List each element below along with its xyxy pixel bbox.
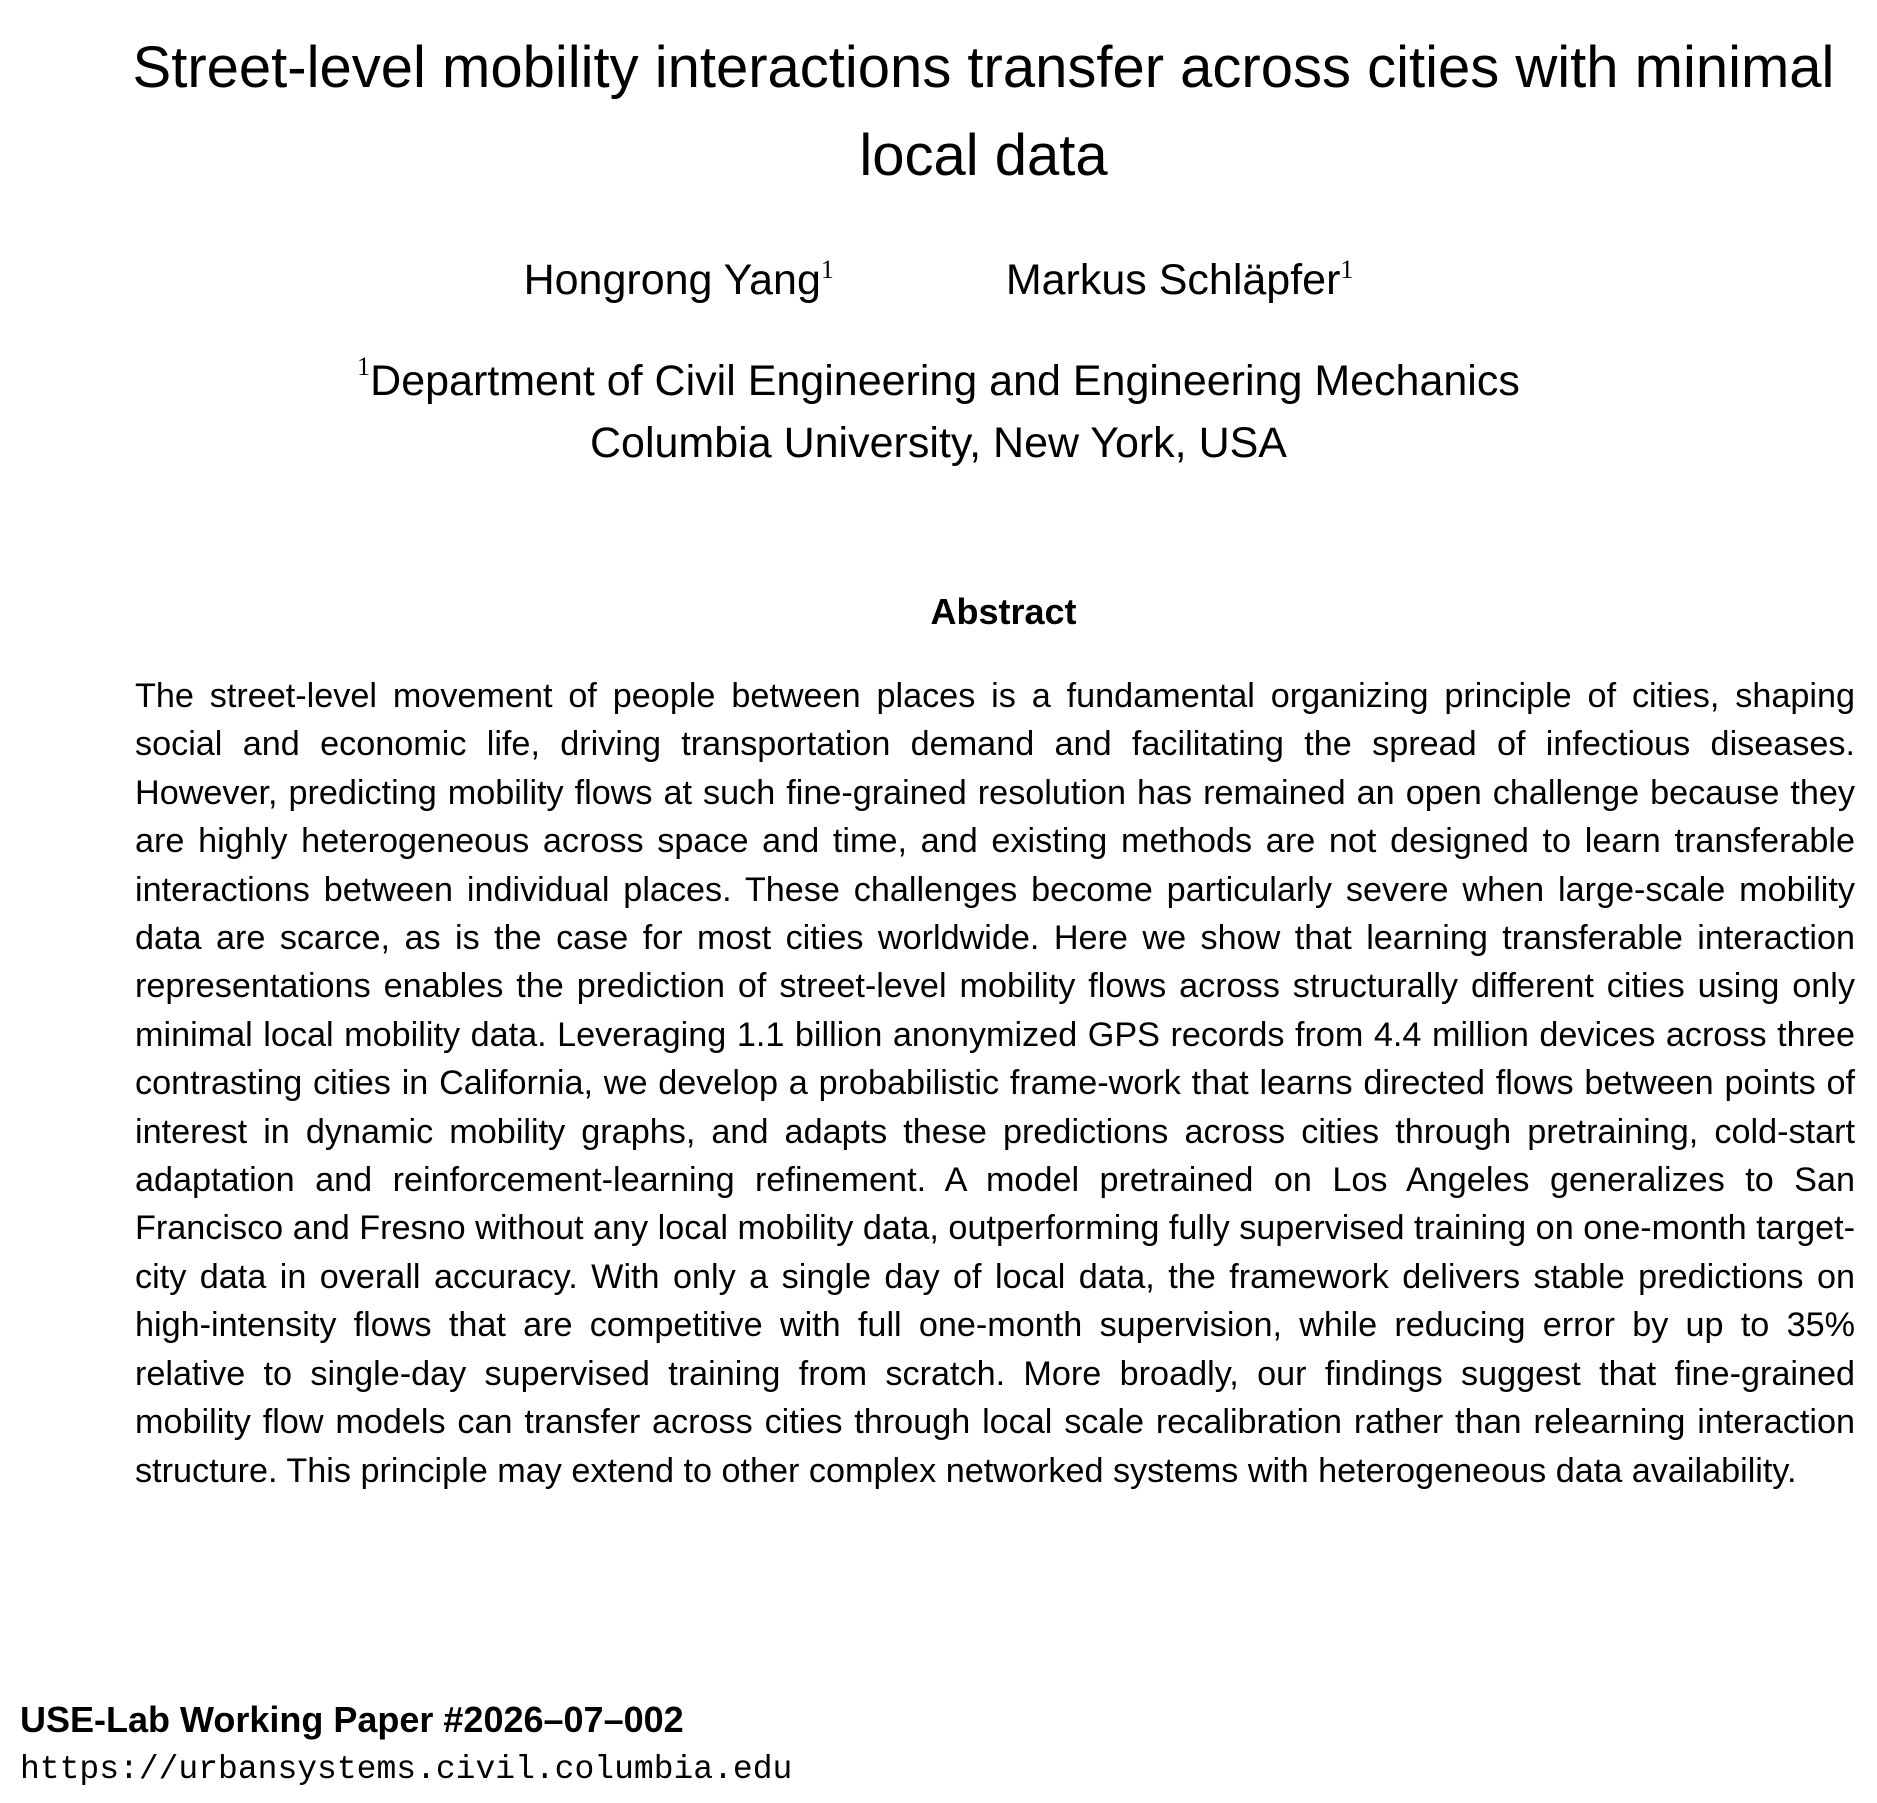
- affiliation-line-2: Columbia University, New York, USA: [589, 419, 1287, 467]
- working-paper-label: USE-Lab Working Paper #2026–07–002: [20, 1699, 684, 1740]
- abstract-text: The street-level movement of people between places is a fundamental organizing principle of cities, shaping social and economic life, driving transportation demand and facilitating the spread of infectious diseases. However, predicting mobility flows at such fine-grained resolution has remained an open challenge because they are highly heterogeneous across space and time, and existing methods are not designed to learn transferable interactions between individual places. These challenges become particularly severe when large-scale mobility data are scarce, as is the case for most cities worldwide. Here we show that learning transferable interaction representations enables the prediction of street-level mobility flows across structurally different cities using only minimal local mobility data. Leveraging 1.1 billion anonymized GPS records from 4.4 million devices across three contrasting cities in California, we develop a probabilistic frame-work that learns directed flows between points of interest in dynamic mobility graphs, and adapts these predictions across cities through pretraining, cold-start adaptation and reinforcement-learning refinement. A model pretrained on Los Angeles generalizes to San Francisco and Fresno without any local mobility data, outperforming fully supervised training on one-month target-city data in overall accuracy. With only a single day of local data, the framework delivers stable predictions on high-intensity flows that are competitive with full one-month supervision, while reducing error by up to 35% relative to single-day supervised training from scratch. More broadly, our findings suggest that fine-grained mobility flow models can transfer across cities through local scale recalibration rather than relearning interaction structure. This principle may extend to other complex networked systems with heterogeneous data availability.: [135, 677, 1855, 1490]
- affiliation-mark: 1: [357, 352, 371, 381]
- affiliation-mark: 1: [1340, 255, 1354, 284]
- affiliation-line-1: [0, 350, 1877, 412]
- author-name: Markus Schläpfer: [1005, 256, 1341, 304]
- affiliation: [0, 350, 1877, 474]
- author-name: Hongrong Yang: [523, 256, 821, 304]
- author: [524, 252, 834, 308]
- lab-url-link[interactable]: https://urbansystems.civil.columbia.edu: [20, 1751, 793, 1788]
- affiliation-mark: 1: [820, 255, 834, 284]
- author-list: [0, 252, 1877, 308]
- paper-title: Street-level mobility interactions transfer across cities with minimal local data: [132, 35, 1835, 188]
- abstract-heading: Abstract: [930, 591, 1077, 632]
- author: [1006, 252, 1354, 308]
- department-name: Department of Civil Engineering and Engineering Mechanics: [370, 357, 1520, 405]
